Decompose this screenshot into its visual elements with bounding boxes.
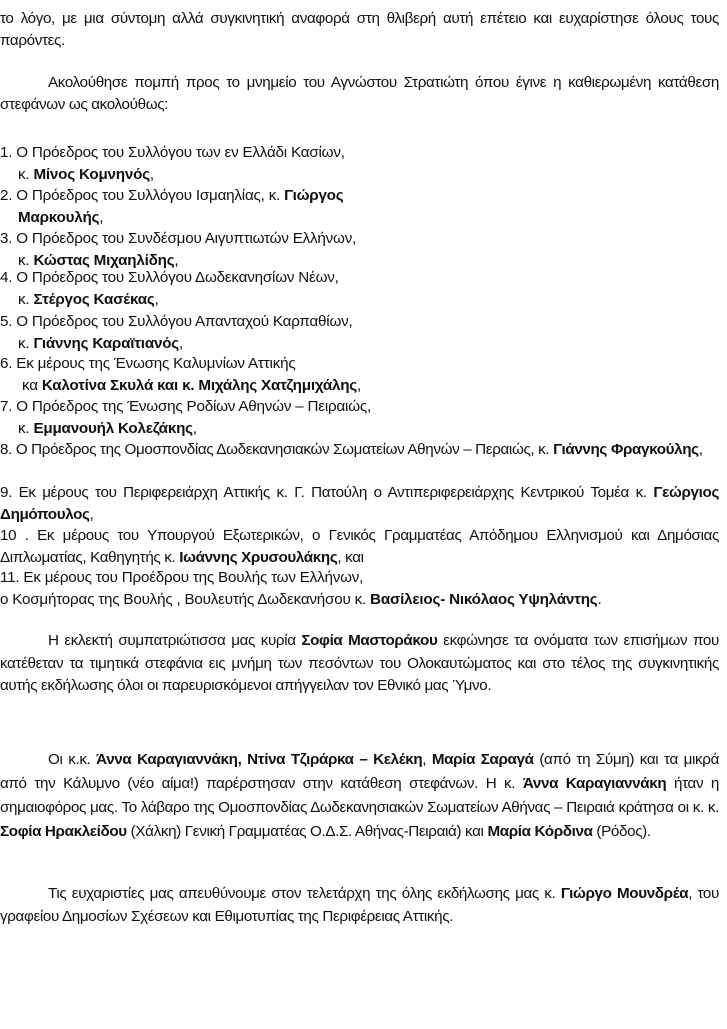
person-name: Μαρία Κόρδινα	[487, 823, 593, 840]
person-name: Γιάννης Φραγκούλης	[553, 441, 699, 458]
list-item: 3. Ο Πρόεδρος του Συνδέσμου Αιγυπτιωτών Ελλήνων, κ. Κώστας Μιχαηλίδης,	[0, 230, 357, 269]
person-name: Γεώργιος Δημόπουλος	[0, 484, 719, 523]
list-item: 6. Εκ μέρους της Ένωσης Καλυμνίων Αττικής κα Καλοτίνα Σκυλά και κ. Μιχάλης Χατζημιχάλης,	[0, 355, 362, 394]
person-name: Γιώργο Μουνδρέα	[560, 885, 689, 902]
intro-paragraph: το λόγο, με μια σύντομη αλλά συγκινητική αναφορά στη θλιβερή αυτή επέτειο και ευχαρίστησε όλους τους παρόντες.	[0, 10, 719, 49]
person-name: Σοφία Μαστοράκου	[301, 632, 438, 649]
list-item: 10 . Εκ μέρους του Υπουργού Εξωτερικών, ο Γενικός Γραμματέας Απόδημου Ελληνισμού και Δημόσιας Διπλωματίας, Καθηγητής κ. Ιωάννης Χρυσουλάκης, και	[0, 527, 719, 566]
person-name: Μαρία Σαραγά	[431, 751, 534, 768]
thanks-paragraph: Τις ευχαριστίες μας απευθύνουμε στον τελετάρχη της όλης εκδήλωσης μας κ. Γιώργο Μουνδρέα, του γραφείου Δημοσίων Σχέσεων και Εθιμοτυπίας της Περιφέρειας Αττικής.	[0, 885, 719, 925]
list-item: 1. Ο Πρόεδρος του Συλλόγου των εν Ελλάδι Κασίων, κ. Μίνος Κομνηνός,	[0, 144, 345, 183]
person-name: Μαρκουλής	[18, 208, 100, 226]
person-name: Μίνος Κομνηνός	[33, 165, 150, 183]
person-name: Άννα Καραγιαννάκη, Ντίνα Τζιράρκα – Κελέκη	[96, 751, 423, 768]
announcer-paragraph: Η εκλεκτή συμπατριώτισσα μας κυρία Σοφία Μαστοράκου εκφώνησε τα ονόματα των επισήμων που κατέθεταν τα τιμητικά στεφάνια εις μνήμη των πεσόντων του Ολοκαυτώματος και στο τέλος της συγκινητικής αυτής εκδήλωσης όλοι οι παρευρισκόμενοι απήγγειλαν τον Εθνικό μας Ύμνο.	[0, 632, 719, 694]
person-name: Γιάννης Καραϊτιανός	[33, 334, 179, 352]
list-item: 5. Ο Πρόεδρος του Συλλόγου Απανταχού Καρπαθίων, κ. Γιάννης Καραϊτιανός,	[0, 313, 353, 352]
list-item: 9. Εκ μέρους του Περιφερειάρχη Αττικής κ. Γ. Πατούλη ο Αντιπεριφερειάρχης Κεντρικού Τομέα κ. Γεώργιος Δημόπουλος,	[0, 484, 719, 523]
participants-paragraph: Οι κ.κ. Άννα Καραγιαννάκη, Ντίνα Τζιράρκα – Κελέκη, Μαρία Σαραγά (από τη Σύμη) και τα μικρά από την Κάλυμνο (νέο αίμα!) παρέρστησαν στην κατάθεση στεφάνων. Η κ. Άννα Καραγιαννάκη ήταν η σημαιοφόρος μας. Το λάβαρο της Ομοσπονδίας Δωδεκανησιακών Σωματείων Αθήνας – Πειραιά κράτησα οι κ. κ. Σοφία Ηρακλείδου (Χάλκη) Γενική Γραμματέας Ο.Δ.Σ. Αθήνας-Πειραιά) και Μαρία Κόρδινα (Ρόδος).	[0, 751, 719, 840]
person-name: Γιώργος	[284, 187, 344, 204]
person-name: Εμμανουήλ Κολεζάκης	[33, 419, 193, 437]
list-item: 8. Ο Πρόεδρος της Ομοσπονδίας Δωδεκανησιακών Σωματείων Αθηνών – Περαιώς, κ. Γιάννης Φραγκούλης,	[0, 441, 703, 458]
list-item: 11. Εκ μέρους του Προέδρου της Βουλής των Ελλήνων, ο Κοσμήτορας της Βουλής , Βουλευτής Δωδεκανήσου κ. Βασίλειος- Νικόλαος Υψηλάντης.	[0, 569, 602, 608]
person-name: Βασίλειος- Νικόλαος Υψηλάντης	[370, 590, 598, 608]
person-name: Καλοτίνα Σκυλά και κ. Μιχάλης Χατζημιχάλης	[41, 376, 358, 394]
list-item: 7. Ο Πρόεδρος της Ένωσης Ροδίων Αθηνών – Πειραιώς, κ. Εμμανουήλ Κολεζάκης,	[0, 398, 372, 437]
person-name: Σοφία Ηρακλείδου	[0, 823, 127, 840]
list-item: 2. Ο Πρόεδρος του Συλλόγου Ισμαηλίας, κ. Γιώργος Μαρκουλής,	[0, 187, 344, 226]
procession-paragraph: Ακολούθησε πομπή προς το μνημείο του Αγνώστου Στρατιώτη όπου έγινε η καθιερωμένη κατάθεση στεφάνων ως ακολούθως:	[0, 74, 719, 113]
person-name: Άννα Καραγιαννάκη	[522, 775, 667, 792]
person-name: Ιωάννης Χρυσουλάκης	[179, 548, 338, 566]
list-item: 4. Ο Πρόεδρος του Συλλόγου Δωδεκανησίων Νέων, κ. Στέργος Κασέκας,	[0, 269, 339, 308]
person-name: Στέργος Κασέκας	[33, 290, 155, 308]
person-name: Κώστας Μιχαηλίδης	[33, 251, 175, 269]
